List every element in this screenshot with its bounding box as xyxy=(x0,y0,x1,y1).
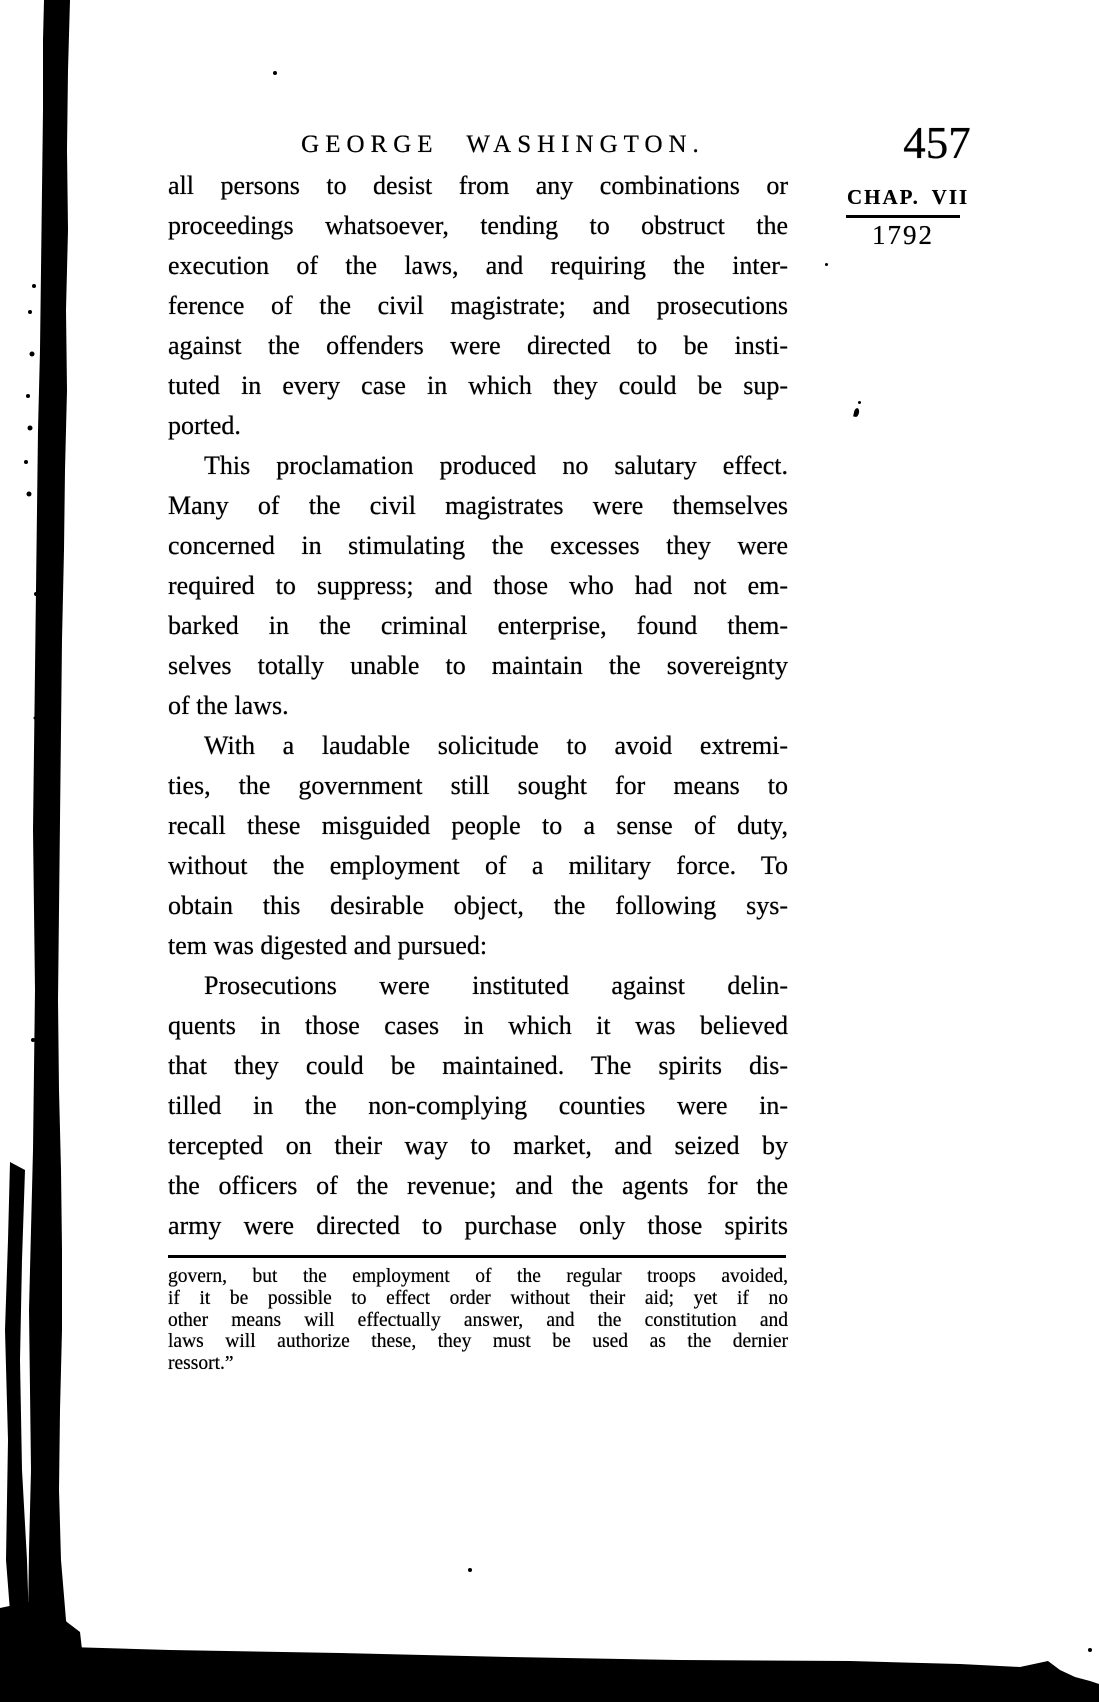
body-line: of the laws. xyxy=(168,691,289,720)
margin-chapter-rule xyxy=(846,215,960,218)
body-line: Prosecutions were instituted against delin- xyxy=(204,971,788,1000)
ink-speck xyxy=(468,1568,472,1572)
body-line: obtain this desirable object, the following sys- xyxy=(168,891,788,920)
body-line: the officers of the revenue; and the agents for the xyxy=(168,1171,788,1200)
body-line: all persons to desist from any combinations or xyxy=(168,171,788,200)
body-line: concerned in stimulating the excesses they were xyxy=(168,531,788,560)
margin-year-note: 1792 xyxy=(872,220,934,250)
body-text-block xyxy=(168,166,788,1246)
body-line: tuted in every case in which they could be sup- xyxy=(168,371,788,400)
ink-speck xyxy=(853,408,860,418)
ink-speck xyxy=(273,71,277,75)
body-line: that they could be maintained. The spirits dis- xyxy=(168,1051,788,1080)
binding-shadow-thin-band xyxy=(5,1162,29,1650)
body-line: required to suppress; and those who had not em- xyxy=(168,571,788,600)
footnote-block xyxy=(168,1266,788,1375)
body-line: quents in those cases in which it was believed xyxy=(168,1011,788,1040)
body-line: without the employment of a military force. To xyxy=(168,851,788,880)
body-line: tercepted on their way to market, and seized by xyxy=(168,1131,788,1160)
body-line: army were directed to purchase only those spirits xyxy=(168,1211,788,1240)
bottom-scan-bar xyxy=(0,1645,1099,1702)
margin-chapter-note: CHAP. VII xyxy=(847,185,970,209)
footnote-line: if it be possible to effect order without their aid; yet if no xyxy=(168,1287,788,1309)
body-line: ties, the government still sought for means to xyxy=(168,771,788,800)
body-line: ference of the civil magistrate; and prosecutions xyxy=(168,291,788,320)
body-line: barked in the criminal enterprise, found them- xyxy=(168,611,788,640)
footnote-line: ressort.” xyxy=(168,1353,234,1375)
body-line: With a laudable solicitude to avoid extremi- xyxy=(204,731,788,760)
body-line: tilled in the non-complying counties were in- xyxy=(168,1091,788,1120)
ink-speck xyxy=(858,401,861,404)
body-line: proceedings whatsoever, tending to obstruct the xyxy=(168,211,788,240)
running-title: GEORGE WASHINGTON. xyxy=(301,131,705,158)
body-line: ported. xyxy=(168,411,241,440)
page-number: 457 xyxy=(903,118,971,168)
footnote-line: other means will effectually answer, and the constitution and xyxy=(168,1309,788,1331)
body-line: selves totally unable to maintain the sovereignty xyxy=(168,651,788,680)
footnote-line: govern, but the employment of the regular troops avoided, xyxy=(168,1266,788,1287)
ink-speck xyxy=(825,263,828,266)
body-line: tem was digested and pursued: xyxy=(168,931,488,960)
body-line: Many of the civil magistrates were themselves xyxy=(168,491,788,520)
body-line: against the offenders were directed to be insti- xyxy=(168,331,788,360)
footnote-line: laws will authorize these, they must be used as the dernier xyxy=(168,1331,788,1353)
body-line: execution of the laws, and requiring the inter- xyxy=(168,251,788,280)
binding-shadow-band xyxy=(28,0,76,1678)
body-line: recall these misguided people to a sense of duty, xyxy=(168,811,788,840)
body-line: This proclamation produced no salutary effect. xyxy=(204,451,788,480)
bottom-left-blob xyxy=(0,1600,88,1702)
footnote-rule xyxy=(168,1255,786,1258)
